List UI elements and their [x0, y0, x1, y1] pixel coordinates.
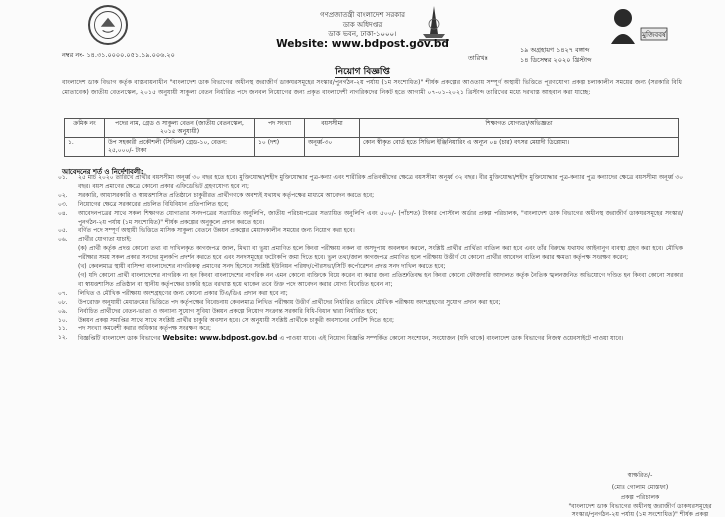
- notice-title: [0, 64, 725, 79]
- condition-number: ০৩.: [58, 200, 68, 208]
- table-row: [65, 138, 679, 157]
- condition-text: নিয়োগের ক্ষেত্রে সরকারের প্রচলিত বিধিবিধান প্রতিপালিত হবে;: [78, 200, 229, 208]
- notice-title-text: নিয়োগ বিজ্ঞপ্তি: [335, 67, 390, 77]
- condition-number: ১২.: [58, 334, 68, 342]
- date-label: তারিখঃ: [468, 54, 488, 62]
- condition-text: উন্নয়ন প্রকল্প সমাপ্তির সাথে সাথে সংশ্লিষ্ট প্রার্থীর চাকুরি অবসান হবে। সে অনুযায়ী সংশ্লিষ্ট প্রার্থীকে চাকুরী অবসানের নোটিশ দিতে হবে;: [78, 316, 394, 324]
- govt-name: গণপ্রজাতন্ত্রী বাংলাদেশ সরকার: [320, 11, 405, 19]
- condition-number: [58, 245, 78, 263]
- condition-text: লিখিত ও মৌখিক পরীক্ষায় অংশগ্রহণের জন্য কোনো প্রকার টিএ/ডিএ প্রদান করা হবে না;: [78, 289, 288, 297]
- condition-item: [58, 308, 683, 317]
- condition-item: [58, 192, 683, 201]
- post-table: [64, 118, 679, 157]
- cell-count: ১০ (দশ): [255, 138, 305, 157]
- cell-serial: ১.: [65, 138, 105, 157]
- condition-item: [58, 236, 683, 245]
- department-name: ডাক অধিদপ্তর: [342, 21, 383, 29]
- condition-text: (খ) কেবলমাত্র স্থায়ী বাসিন্দা বাংলাদেশের নাগরিকত্ব প্রমাণের সনদ হিসেবে সংশ্লিষ্ট ইউনিয়ন পরিষদ/পৌরসভা/সিটি কর্পোরেশন প্রদত্ত সনদ দাখিল করতে হবে;: [78, 263, 446, 271]
- condition-text: পদ সংখ্যা কমবেশী করার অধিকার কর্তৃপক্ষ সংরক্ষণ করে;: [78, 325, 212, 333]
- condition-number: ০৫.: [58, 227, 68, 235]
- condition-subitem: [58, 272, 683, 290]
- condition-number: ০৮.: [58, 298, 68, 306]
- condition-text: প্রার্থীর যোগ্যতা যাচাই:: [78, 236, 132, 244]
- condition-item: [58, 290, 683, 299]
- condition-subitem: [58, 245, 683, 263]
- signatory-designation: প্রকল্প পরিচালক: [620, 494, 660, 501]
- condition-number: ১০.: [58, 316, 68, 324]
- date-english: ১৪ ডিসেম্বর ২০২০ খ্রিস্টাব্দ: [520, 56, 592, 64]
- condition-text: সরকারি, আধাসরকারি ও স্বায়ত্তশাসিত প্রতিষ্ঠানে চাকুরীরত প্রার্থীগণকে অবশ্যই যথাযথ কর্তৃপক্ষের মাধ্যমে আবেদন করতে হবে;: [78, 191, 375, 199]
- condition-item: [58, 227, 683, 236]
- col-count-header: পদ সংখ্যা: [255, 119, 305, 138]
- conditions-list: [58, 174, 683, 344]
- condition-item: [58, 334, 683, 344]
- date-bangla: ১৯ অগ্রহায়ণ ১৪২৭ বঙ্গাব্দ: [520, 46, 590, 54]
- condition-item: [58, 325, 683, 334]
- condition-text-before: বিজ্ঞপ্তিটি বাংলাদেশ ডাক বিভাগের: [78, 335, 161, 343]
- signatory-name: (মোঃ গোলাম মোস্তফা): [611, 484, 669, 491]
- condition-text: নির্বাচিত প্রার্থীদের বেতন-ভাতা ও অন্যান্য সুযোগ সুবিধা উন্নয়ন প্রকল্পে নিয়োগ সংক্রান্ত সরকারি বিধি-বিধান দ্বারা নির্ধারিত হবে;: [78, 307, 378, 315]
- condition-number: ০১.: [58, 174, 68, 181]
- condition-item: [58, 201, 683, 210]
- cell-qualification: কোন স্বীকৃত বোর্ড হতে সিভিল ইঞ্জিনিয়ারিং এ অন্যূন ০৪ (চার) বৎসর মেয়াদী ডিপ্লোমা।: [360, 138, 679, 157]
- condition-text: বর্ণিত পদে সম্পূর্ণ অস্থায়ী ভিত্তিতে মাসিক সাকুল্য বেতনে উন্নয়ন প্রকল্পের মেয়াদকালীন সময়ের জন্য নিয়োগ করা হবে।: [78, 227, 355, 235]
- condition-subitem: [58, 263, 683, 272]
- condition-item: [58, 174, 683, 192]
- condition-text: উপরোক্ত অনুযায়ী মেধাক্রমের ভিত্তিতে পদ কর্তৃপক্ষের বিবেচনায় কেবলমাত্র লিখিত পরীক্ষায় উত্তীর্ণ প্রার্থীদের নির্ধারিত তারিখে মৌখিক পরীক্ষায় অংশগ্রহণের সুযোগ প্রদান করা হবে;: [78, 298, 501, 306]
- condition-number: ১১.: [58, 325, 68, 333]
- condition-text: ২৫ মার্চ ২০২০ তারিখে প্রার্থীর বয়সসীমা অনূর্ধ্ব ৩০ বছর হতে হবে। মুক্তিযোদ্ধা/শহীদ মুক্তিযোদ্ধার পুত্র-কন্যা এবং শারীরিক প্রতিবন্ধীদের ক্ষেত্রে বয়সসীমা অনূর্ধ্ব ৩২ বছর। বীর মুক্তিযোদ্ধা/শহীদ মুক্তিযোদ্ধার পুত্র-কন্যার পুত্র কন্যাদের ক্ষেত্রে বয়সসীমা অনূর্ধ্ব ৩০ বছর। বয়স প্রমাণের ক্ষেত্রে কোনো প্রকার এফিডেভিট গ্রহণযোগ্য হবে না;: [78, 174, 683, 190]
- cell-age: অনূর্ধ্ব-৩০: [305, 138, 360, 157]
- col-serial-header: ক্রমিক নং: [65, 119, 105, 138]
- condition-number: ০৪.: [58, 209, 68, 217]
- condition-item: [58, 299, 683, 308]
- condition-text: (গ) যদি কোনো প্রার্থী বাংলাদেশের নাগরিক না হন কিংবা বাংলাদেশের নাগরিক নন এমন কোনো ব্যক্তিকে বিয়ে করেন বা করার জন্য প্রতিশ্রুতিবদ্ধ হন কিংবা কোনো ফৌজদারি আদালত কর্তৃক নৈতিক স্খলনজনিত অভিযোগে দণ্ডিত হন কিংবা কোনো সরকার বা স্বায়ত্তশাসিত প্রতিষ্ঠান বা স্থানীয় কর্তৃপক্ষের চাকরি হতে বরখাস্ত হয়ে থাকেন তবে উক্ত পদে আবেদন করার যোগ্য বিবেচিত হবেন না;: [78, 271, 683, 288]
- logo-right-label: মুজিববর্ষ: [642, 31, 666, 39]
- col-qualification-header: শিক্ষাগত যোগ্যতা/অভিজ্ঞতা: [360, 119, 679, 138]
- conditions-heading: আবেদনের শর্ত ও নির্দেশাবলী:: [62, 168, 144, 176]
- signatory-project-line2: সংস্কার/পুনর্গঠন-২য় পর্যায় (১ম সংশোধিত)" শীর্ষক প্রকল্প: [571, 511, 709, 517]
- condition-number: ০২.: [58, 191, 68, 199]
- post-table-header-row: [65, 119, 679, 138]
- cell-post: উপ সহকারী প্রকৌশলী (সিভিল) গ্রেড-১০, বেতন: ২৫,০০০/- টাকা: [105, 138, 255, 157]
- intro-paragraph: বাংলাদেশ ডাক বিভাগ কর্তৃক বাস্তবায়নাধীন "বাংলাদেশ ডাক বিভাগের অধীনস্থ জরাজীর্ণ ডাকঘরসমূহের সংস্কার/পুনর্গঠন-২য় পর্যায় (১ম সংশোধিত)" শীর্ষক প্রকল্পের আওতায় সম্পূর্ণ অস্থায়ী ভিত্তিতে পূরণযোগ্য প্রকল্প চলাকালীন সময়ের জন্য (সরকারি বিধি মোতাবেক) জাতীয় বেতনস্কেল, ২০১৫ অনুযায়ী সাকুল্য বেতন নির্ধারিত পদে জনবল নিয়োগের জন্য প্রকৃত বাংলাদেশী নাগরিকদের নিকট হতে আগামী ০৭-০১-২০২১ খ্রিস্টাব্দ তারিখের মধ্যে দরখাস্ত আহবান করা যাচ্ছে:: [62, 79, 682, 96]
- condition-number: ০৭.: [58, 289, 68, 297]
- condition-number: ০৬.: [58, 236, 68, 244]
- condition-number: ০৯.: [58, 307, 68, 315]
- col-post-header: পদের নাম, গ্রেড ও সাকুল্য বেতন (জাতীয় বেতনস্কেল, ২০১৫ অনুযায়ী): [105, 119, 255, 138]
- condition-text-after: এ পাওয়া যাবে। এই নিয়োগ বিজ্ঞপ্তি সম্পর্কিত কোনো সংশোধন, সংযোজন (যদি থাকে) বাংলাদেশ ডাক বিভাগের নিজস্ব ওয়েবসাইটে পাওয়া যাবে।: [279, 335, 624, 343]
- condition-text: (ক) প্রার্থী কর্তৃক প্রদত্ত কোনো তথ্য বা দাখিলকৃত কাগজপত্র জাল, মিথ্যা বা ভুয়া প্রমাণিত হলে কিংবা পরীক্ষায় নকল বা অসদুপায় অবলম্বন করলে, সংশ্লিষ্ট প্রার্থীর প্রার্থিতা বাতিল করা হবে এবং তাঁর বিরুদ্ধে যথাযথ আইনানুগ ব্যবস্থা গ্রহণ করা হবে। মৌখিক পরীক্ষার সময় সকল প্রকার সনদের মূলকপি প্রদর্শন করতে হবে এবং সনদসমূহের ফটোকপি জমা দিতে হবে। ভুল তথ্য/জাল কাগজপত্র প্রমাণিত হলে পরীক্ষায় উত্তীর্ণ যে কোনো প্রার্থীর আবেদন বাতিল করার ক্ষমতা কর্তৃপক্ষ সংরক্ষণ করেন;: [78, 245, 683, 262]
- condition-text: আবেদনপত্রের সাথে সকল শিক্ষাগত যোগ্যতার সনদপত্রের সত্যায়িত অনুলিপি, জাতীয় পরিচয়পত্রের সত্যায়িত অনুলিপি এবং ৫০০/- (পাঁচশত) টাকার পোস্টাল অর্ডার প্রকল্প পরিচালক, "বাংলাদেশ ডাক বিভাগের অধীনস্থ জরাজীর্ণ ডাকঘরসমূহের সংস্কার/পুনর্গঠন-২য় পর্যায় (১ম সংশোধিত)" শীর্ষক প্রকল্পের অনুকূলে প্রদান করতে হবে।: [78, 209, 683, 226]
- signature-mark: স্বাক্ষরিত/-: [627, 472, 653, 479]
- condition-number: [58, 272, 78, 290]
- signatory-project-line1: "বাংলাদেশ ডাক বিভাগের অধীনস্থ জরাজীর্ণ ডাকঘরসমূহের: [568, 503, 712, 510]
- condition-item: [58, 210, 683, 228]
- department-address: ডাক ভবন, ঢাকা-১০০০।: [328, 30, 397, 38]
- memo-number: নম্বর নং- ১৪.৩১.০০০০.০৫১.১৯.০০৬.২০: [62, 51, 175, 59]
- inline-website-link[interactable]: Website: www.bdpost.gov.bd: [162, 334, 278, 343]
- col-age-header: বয়সসীমা: [305, 119, 360, 138]
- condition-text: [78, 334, 683, 344]
- website-link[interactable]: Website: www.bdpost.gov.bd: [276, 38, 449, 50]
- condition-number: [58, 263, 78, 272]
